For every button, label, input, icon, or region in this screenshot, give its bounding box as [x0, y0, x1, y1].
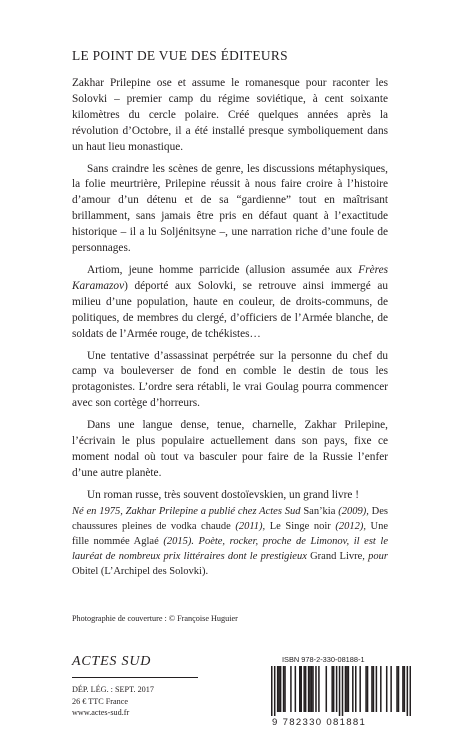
bio-title-3: Le Singe noir: [269, 521, 331, 532]
barcode-bar: [300, 666, 302, 712]
bio-text-6: , pour: [362, 551, 388, 562]
blurb-paragraph-2: Sans craindre les scènes de genre, les discussions métaphysiques, la folie meurtrière, Prilepine réussit à nous faire croire à l’histoire d’amour d’un détenu et de sa “gardienne” tout en maîtrisant brillamment, sans jamais être pris en défaut quant à l’exactitude historique – il a lu Soljénitsyne –, une narration riche d’une foule de personnages.: [72, 162, 388, 255]
barcode: [271, 666, 411, 716]
blurb-paragraph-3-text-a: Artiom, jeune homme parricide (allusion assumée aux: [87, 263, 359, 276]
bio-text-3: (2011),: [230, 521, 270, 532]
barcode-bar: [295, 666, 297, 712]
barcode-bar: [342, 666, 344, 716]
barcode-bar: [336, 666, 338, 712]
publisher-logo: ACTES SUD: [72, 654, 152, 669]
barcode-bar: [299, 666, 301, 712]
bio-title-6: Obitel: [72, 566, 99, 577]
barcode-bar: [390, 666, 392, 712]
author-bio: [72, 504, 388, 579]
bio-text-5: (2015). Poète, rocker, proche de Limonov, il est le lauréat de nombreux prix littéraires dont le prestigieux: [72, 536, 388, 562]
bio-title-7: L’Archipel des Solovki: [104, 566, 202, 577]
barcode-bars: [271, 666, 411, 716]
barcode-bar: [371, 666, 373, 712]
blurb-paragraph-3: [72, 263, 388, 343]
bio-title-5: Grand Livre: [310, 551, 363, 562]
publisher-blurb: [72, 76, 388, 510]
publisher-rule: [72, 677, 198, 678]
bio-text-2: (2009),: [335, 506, 372, 517]
barcode-bar: [380, 666, 382, 712]
barcode-bar: [373, 666, 375, 712]
barcode-bar: [311, 666, 313, 712]
barcode-bar: [355, 666, 357, 712]
barcode-digits: 9 782330 081881: [272, 717, 367, 728]
barcode-bar: [290, 666, 292, 712]
barcode-bar: [346, 666, 348, 712]
barcode-bar: [359, 666, 361, 712]
barcode-bar: [367, 666, 369, 712]
barcode-bar: [331, 666, 333, 712]
isbn-label: ISBN 978-2-330-08188-1: [282, 655, 365, 664]
bio-text-1: Né en 1975, Zakhar Prilepine a publié chez Actes Sud: [72, 506, 304, 517]
barcode-bar: [318, 666, 320, 712]
section-heading: LE POINT DE VUE DES ÉDITEURS: [72, 48, 288, 63]
barcode-bar: [376, 666, 378, 712]
barcode-bar: [280, 666, 282, 712]
bio-text-4: (2012),: [330, 521, 371, 532]
blurb-paragraph-6: Un roman russe, très souvent dostoïevskien, un grand livre !: [87, 488, 360, 501]
photo-credit: Photographie de couverture : © Françoise Huguier: [72, 614, 238, 623]
barcode-bar: [283, 666, 285, 712]
barcode-bar: [315, 666, 317, 712]
barcode-bar: [339, 666, 341, 716]
bio-title-1: San’kia: [303, 506, 336, 517]
barcode-bar: [396, 666, 398, 712]
barcode-bar: [305, 666, 307, 712]
blurb-paragraph-1: Zakhar Prilepine ose et assume le romanesque pour raconter les Solovki – premier camp du régime soviétique, à cent soixante kilomètres du cercle polaire. Créé quelques années après la révolution d’Octobre, il a été installé presque symboliquement dans un haut lieu monastique.: [72, 77, 388, 153]
barcode-bar: [348, 666, 350, 712]
website: www.actes-sud.fr: [72, 708, 130, 717]
blurb-paragraph-5: Dans une langue dense, tenue, charnelle, Zakhar Prilepine, l’écrivain le plus populaire actuellement dans son pays, fixe ce moment nodal où tout va basculer pour faire de la Russie l’enfer d’une autre planète.: [72, 419, 388, 479]
barcode-bar: [308, 666, 310, 712]
barcode-bar: [309, 666, 311, 712]
barcode-bar: [326, 666, 328, 712]
barcode-bar: [278, 666, 280, 712]
price: 26 € TTC France: [72, 696, 129, 706]
bio-text-8: ).: [201, 566, 209, 577]
legal-info: [72, 684, 154, 719]
barcode-bar: [274, 666, 276, 716]
barcode-bar: [284, 666, 286, 712]
blurb-paragraph-4: Une tentative d’assassinat perpétrée sur la personne du chef du camp va bouleverser de fond en comble le destin de tous les protagonistes. L’ordre sera rétabli, le vrai Goulag pourra commencer avec son cortège d’horreurs.: [72, 349, 388, 410]
legal-deposit: DÉP. LÉG. : SEPT. 2017: [72, 685, 154, 694]
barcode-bar: [312, 666, 314, 712]
barcode-bar: [404, 666, 406, 712]
book-title-karamazov: Frères Karamazov: [72, 263, 388, 292]
barcode-bar: [386, 666, 388, 712]
barcode-bar: [410, 666, 411, 716]
barcode-bar: [345, 666, 347, 712]
barcode-bar: [402, 666, 404, 712]
barcode-bar: [398, 666, 400, 712]
barcode-bar: [407, 666, 409, 716]
bio-title-2: Des chaussures pleines de vodka chaude: [72, 506, 389, 532]
bio-text-7: (: [98, 566, 105, 577]
bio-title-4: Une fille nommée Aglaé: [72, 521, 389, 547]
barcode-bar: [352, 666, 354, 712]
barcode-bar: [271, 666, 273, 716]
barcode-bar: [365, 666, 367, 712]
blurb-paragraph-3-text-b: ) déporté aux Solovki, se retrouve ainsi immergé au milieu d’une population, haute en couleur, de droits-communs, de politiques, de membres du clergé, d’officiers de l’Armée blanche, de soldats de l’Armée rouge, de tchékistes…: [72, 279, 388, 340]
barcode-bar: [303, 666, 305, 712]
barcode-bar: [333, 666, 335, 712]
barcode-bar: [277, 666, 279, 712]
